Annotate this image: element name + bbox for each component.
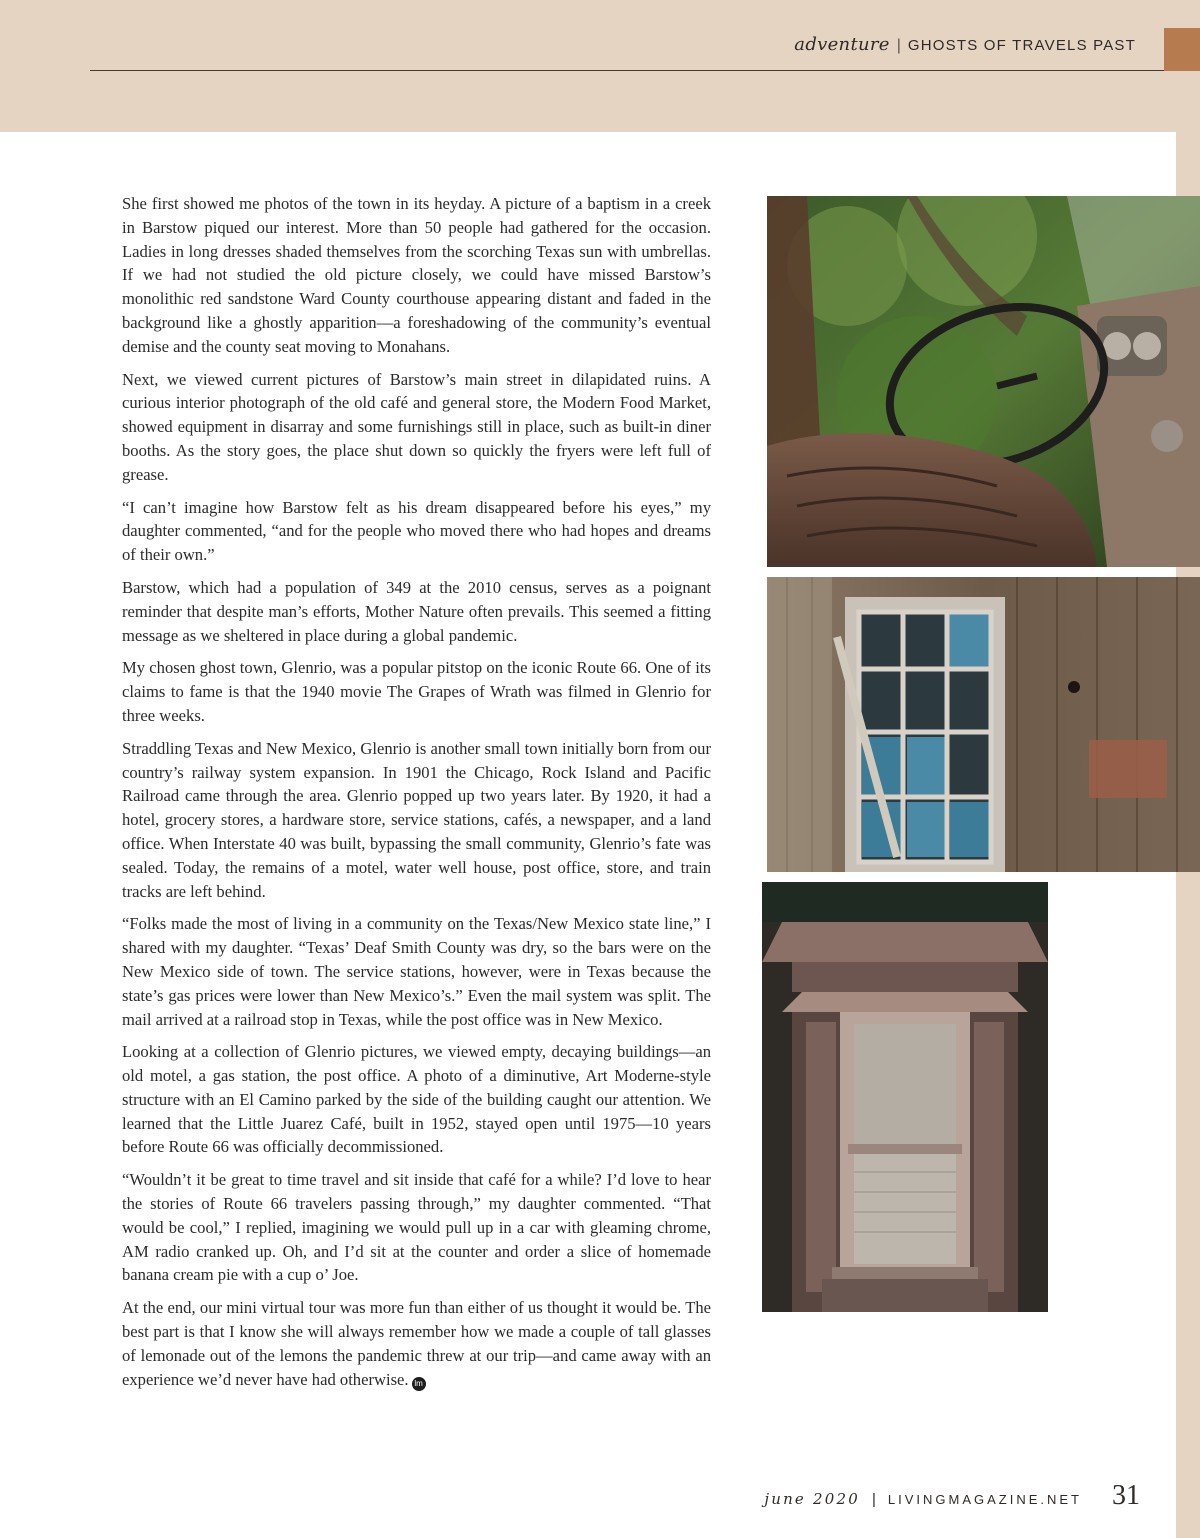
website-link[interactable]: LIVINGMAGAZINE.NET xyxy=(887,1492,1082,1507)
paragraph: Next, we viewed current pictures of Barstow’s main street in dilapidated ruins. A curious interior photograph of the old café and general store, the Modern Food Market, showed equipment in disarray and some furnishings still in place, such as built-in diner booths. As the story goes, the place shut down so quickly the fryers were left full of grease. xyxy=(122,369,711,484)
issue-date: june 2020 xyxy=(764,1490,860,1508)
paragraph: My chosen ghost town, Glenrio, was a popular pitstop on the iconic Route 66. One of its claims to fame is that the 1940 movie The Grapes of Wrath was filmed in Glenrio for three weeks. xyxy=(122,658,711,725)
paragraph: Barstow, which had a population of 349 at the 2010 census, serves as a poignant reminder that despite man’s efforts, Mother Nature often prevails. This seemed a fitting message as we sheltered in place during a global pandemic. xyxy=(122,577,711,645)
paragraph: Straddling Texas and New Mexico, Glenrio is another small town initially born from our country’s railway system expansion. In 1901 the Chicago, Rock Island and Pacific Railroad came through the area. Glenrio popped up two years later. By 1920, it had a hotel, grocery stores, a hardware store, service stations, cafés, a newspaper, and a land office. When Interstate 40 was built, bypassing the small community, Glenrio’s fate was sealed. Today, the remains of a motel, water well house, post office, store, and train tracks are left behind. xyxy=(122,738,711,901)
paragraph: Looking at a collection of Glenrio pictures, we viewed empty, decaying buildings—an old motel, a gas station, the post office. A photo of a diminutive, Art Moderne-style structure with an El Camino parked by the side of the building caught our attention. We learned that the Little Juarez Café, built in 1952, stayed open until 1975—10 years before Route 66 was officially decommissioned. xyxy=(122,1042,711,1157)
running-head xyxy=(794,34,1136,58)
footer-separator: | xyxy=(871,1491,876,1508)
article-series-title: GHOSTS OF TRAVELS PAST xyxy=(907,37,1136,54)
section-name: adventure xyxy=(794,34,890,55)
page-number: 31 xyxy=(1112,1480,1140,1511)
section-tab xyxy=(1164,28,1200,71)
paragraph-text: At the end, our mini virtual tour was more fun than either of us thought it would be. The best part is that I know she will always remember how we made a couple of tall glasses of lemonade out of the lemons the pandemic threw at our trip—and came away with an experience we’d never have had otherwise. xyxy=(122,1298,711,1389)
paragraph: “I can’t imagine how Barstow felt as his dream disappeared before his eyes,” my daughter commented, “and for the people who moved there who had hopes and dreams of their own.” xyxy=(122,497,711,565)
header-band xyxy=(0,0,1200,132)
photo-broken-window xyxy=(767,577,1200,872)
end-mark-icon: lm xyxy=(412,1377,426,1391)
header-rule xyxy=(90,70,1164,71)
paragraph: She first showed me photos of the town in its heyday. A picture of a baptism in a creek in Barstow piqued our interest. More than 50 people had gathered for the occasion. Ladies in long dresses shaded themselves from the scorching Texas sun with umbrellas. If we had not studied the old picture closely, we could have missed Barstow’s monolithic red sandstone Ward County courthouse appearing distant and faded in the background like a ghostly apparition—a foreshadowing of the community’s eventual demise and the county seat moving to Monahans. xyxy=(122,194,711,356)
article-body xyxy=(122,192,711,1400)
page-footer xyxy=(764,1480,1140,1512)
header-separator: | xyxy=(896,37,901,54)
paragraph-final xyxy=(122,1296,711,1391)
photo-bay-window xyxy=(762,882,1048,1312)
paragraph: “Folks made the most of living in a community on the Texas/New Mexico state line,” I shared with my daughter. “Texas’ Deaf Smith County was dry, so the bars were on the New Mexico side of town. The service stations, however, were in Texas because the state’s gas prices were lower than New Mexico’s.” Even the mail system was split. The mail arrived at a railroad stop in Texas, while the post office was in New Mexico. xyxy=(122,914,711,1029)
paragraph: “Wouldn’t it be great to time travel and sit inside that café for a while? I’d love to hear the stories of Route 66 travelers passing through,” my daughter commented. “That would be cool,” I replied, imagining we would pull up in a car with gleaming chrome, AM radio cranked up. Oh, and I’d sit at the counter and order a slice of homemade banana cream pie with a cup o’ Joe. xyxy=(122,1170,711,1285)
photo-truck-interior xyxy=(767,196,1200,567)
